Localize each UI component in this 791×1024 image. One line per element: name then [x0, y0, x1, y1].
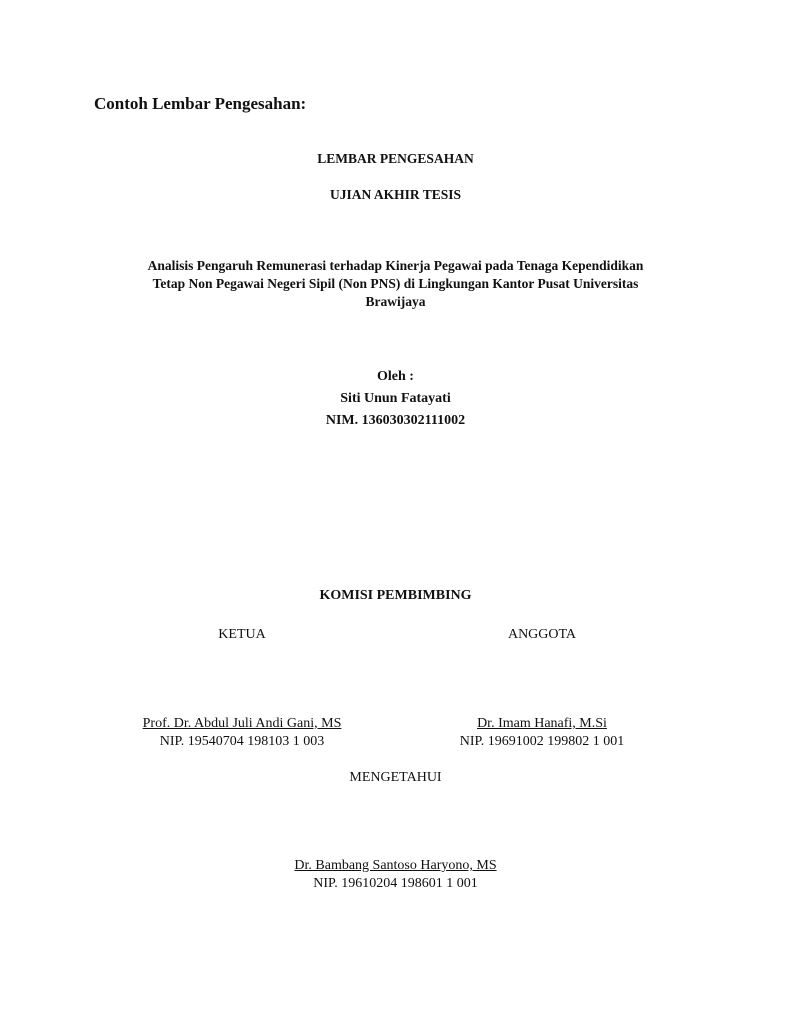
approval-name: Dr. Bambang Santoso Haryono, MS — [294, 858, 497, 873]
thesis-title-line-3: Brawijaya — [365, 294, 426, 309]
approval-label: MENGETAHUI — [349, 770, 442, 785]
exam-title: UJIAN AKHIR TESIS — [329, 187, 462, 202]
author-nim: NIM. 136030302111002 — [325, 413, 466, 428]
committee-chair-name: Prof. Dr. Abdul Juli Andi Gani, MS — [142, 716, 342, 731]
author-by-label: Oleh : — [377, 369, 414, 384]
committee-chair-nip: NIP. 19540704 198103 1 003 — [159, 734, 325, 749]
committee-title: KOMISI PEMBIMBING — [319, 588, 472, 603]
committee-member-name: Dr. Imam Hanafi, M.Si — [477, 716, 607, 731]
committee-member-label: ANGGOTA — [507, 627, 577, 642]
thesis-title-line-2: Tetap Non Pegawai Negeri Sipil (Non PNS) di Lingkungan Kantor Pusat Universitas — [152, 276, 639, 291]
page-heading: Contoh Lembar Pengesahan: — [94, 94, 307, 113]
thesis-title — [0, 257, 791, 311]
approval-nip: NIP. 19610204 198601 1 001 — [313, 876, 478, 891]
thesis-title-line-1: Analisis Pengaruh Remunerasi terhadap Kinerja Pegawai pada Tenaga Kependidikan — [147, 258, 644, 273]
sheet-title: LEMBAR PENGESAHAN — [317, 151, 474, 166]
author-name: Siti Unun Fatayati — [340, 391, 451, 406]
approval-name-wrap — [0, 856, 791, 876]
committee-member-nip: NIP. 19691002 199802 1 001 — [459, 734, 625, 749]
committee-chair-label: KETUA — [218, 627, 266, 642]
